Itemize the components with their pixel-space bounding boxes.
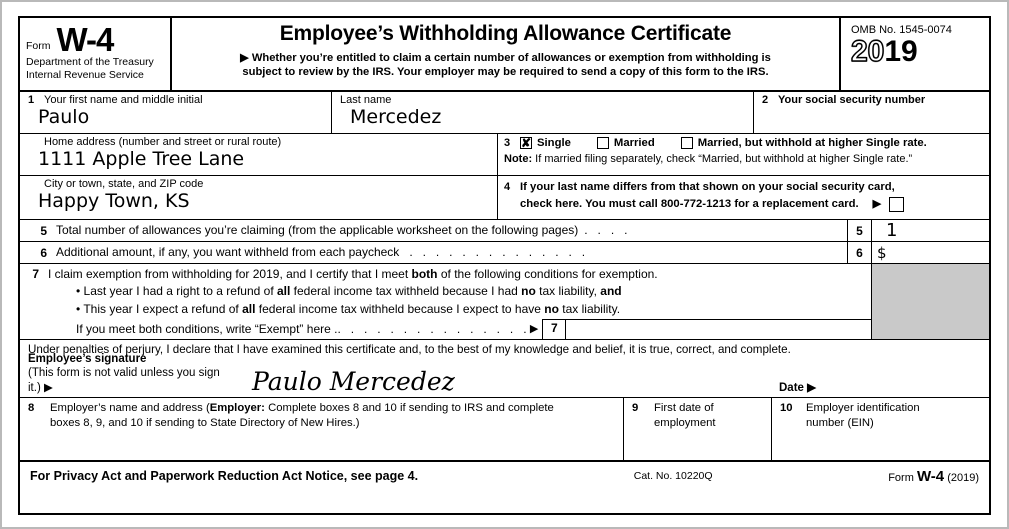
right-arrow-icon-line7: ▶ <box>529 322 539 335</box>
right-arrow-icon: ▶ <box>872 197 882 210</box>
filing-status-married[interactable] <box>597 137 655 149</box>
note-label: Note: <box>504 153 533 165</box>
signature-label-block <box>20 352 234 397</box>
footer-form-id <box>888 468 979 485</box>
home-address-field[interactable] <box>20 134 498 175</box>
form-header <box>20 18 989 92</box>
agency-line-1: Department of the Treasury <box>26 56 154 68</box>
signature-field[interactable] <box>234 369 729 397</box>
checkbox-name-differs-icon[interactable] <box>889 197 904 212</box>
footer-form-number: W-4 <box>916 467 945 485</box>
signature-row <box>20 352 989 398</box>
form-footer <box>20 460 989 490</box>
title-subtitle-line-2: subject to review by the IRS. Your employer may be required to send a copy of this form to the IRS. <box>242 66 769 79</box>
filing-status-note <box>504 153 983 165</box>
name-differs-line-1: 4 If your last name differs from that shown on your social security card, <box>504 181 895 193</box>
first-name-caption: 1 Your first name and middle initial <box>28 94 203 106</box>
checkbox-married-higher-icon[interactable] <box>681 137 693 149</box>
line-6-leader: . . . . . . . . . . . . . . <box>409 245 589 259</box>
catalog-number: Cat. No. 10220Q <box>633 470 713 482</box>
line-7-intro <box>20 267 989 282</box>
note-text: If married filing separately, check “Married, but withhold at higher Single rate.” <box>532 153 913 165</box>
line-5-row <box>20 220 989 242</box>
footer-form-label: Form <box>888 471 914 484</box>
line-7-bullet-1: • Last year I had a right to a refund of all federal income tax withheld because I had no tax liability, and <box>76 284 622 298</box>
line-5-value[interactable]: 1 <box>871 220 989 241</box>
employer-caption-line-2: boxes 8, 9, and 10 if sending to State Directory of New Hires.) <box>50 416 360 429</box>
ssn-field[interactable] <box>754 92 989 133</box>
omb-block <box>841 18 989 90</box>
filing-status-married-higher[interactable] <box>681 137 927 149</box>
first-date-caption-line-1: 9 First date of <box>632 402 714 414</box>
perjury-statement: Under penalties of perjury, I declare that I have examined this certificate and, to the best of my knowledge and belief, it is true, correct, and complete. <box>20 339 989 358</box>
checkbox-married-icon[interactable] <box>597 137 609 149</box>
city-caption: City or town, state, and ZIP code <box>44 178 204 190</box>
filing-status-single-label: Single <box>537 137 571 149</box>
tax-year-suffix: 19 <box>884 35 918 68</box>
w4-form <box>18 16 991 515</box>
title-subtitle-line-1: ▶ Whether you’re entitled to claim a certain number of allowances or exemption from withholding is <box>240 51 771 64</box>
date-field[interactable] <box>729 380 989 397</box>
form-title-block <box>172 18 841 90</box>
filing-status-single[interactable] <box>520 137 571 149</box>
name-differs-text-2: check here. You must call 800-772-1213 for a replacement card. <box>520 197 859 210</box>
city-box4-row <box>20 176 989 220</box>
filing-status-married-label: Married <box>613 137 655 149</box>
address-status-row <box>20 134 989 176</box>
line-7-exempt-text: If you meet both conditions, write “Exempt” here . <box>76 322 338 336</box>
employer-name-address-field[interactable] <box>20 398 624 460</box>
line-6-value[interactable]: $ <box>871 242 989 263</box>
last-name-field[interactable] <box>332 92 754 133</box>
ein-caption-line-1: 10 Employer identification <box>780 402 920 414</box>
name-row <box>20 92 989 134</box>
last-name-caption: Last name <box>340 94 392 106</box>
line-7-block <box>20 264 989 339</box>
line-7-value[interactable] <box>566 319 871 339</box>
page-title: Employee’s Withholding Allowance Certificate <box>279 22 732 45</box>
line-6-row <box>20 242 989 264</box>
city-field[interactable] <box>20 176 498 219</box>
filing-status-options <box>504 137 983 149</box>
first-name-value: Paulo <box>38 105 90 128</box>
line-7-intro-text: I claim exemption from withholding for 2019, and I certify that I meet both of the following conditions for exemption. <box>48 267 658 281</box>
line-6-text: Additional amount, if any, you want withheld from each paycheck <box>56 245 400 259</box>
line-7-leader: . . . . . . . . . . . . . . . <box>337 322 530 336</box>
line-5-box-number: 5 <box>847 220 871 241</box>
line-7-rows <box>20 264 989 339</box>
home-address-value: 1111 Apple Tree Lane <box>38 147 245 170</box>
first-date-caption-line-2: employment <box>654 416 716 429</box>
footer-form-year: (2019) <box>947 471 979 484</box>
form-label: Form <box>26 39 51 52</box>
line-5-description <box>20 223 847 238</box>
tax-year-century: 20 <box>851 35 885 68</box>
tax-year <box>851 37 989 67</box>
ein-caption-line-2: number (EIN) <box>806 416 874 429</box>
checkbox-single-icon[interactable] <box>520 137 532 149</box>
name-differs-group <box>498 176 989 219</box>
line-7-box-number: 7 <box>542 319 566 339</box>
ein-field[interactable] <box>772 398 989 460</box>
line-6-box-number: 6 <box>847 242 871 263</box>
line-7-exempt-row <box>20 319 989 339</box>
filing-status-group <box>498 134 989 175</box>
ssn-caption: 2 Your social security number <box>762 94 926 106</box>
line-5-leader: . . . . <box>584 223 631 237</box>
line-5-text: Total number of allowances you’re claiming (from the applicable worksheet on the following pages) <box>56 223 579 237</box>
line-6-number: 6 <box>40 245 47 260</box>
first-date-employment-field[interactable] <box>624 398 772 460</box>
filing-status-married-higher-label: Married, but withhold at higher Single rate. <box>697 137 927 149</box>
employer-row <box>20 398 989 460</box>
line-6-description <box>20 245 847 260</box>
line-7-bullet-2: • This year I expect a refund of all federal income tax withheld because I expect to have no tax liability. <box>76 302 621 316</box>
signature-value: Paulo Mercedez <box>252 367 455 396</box>
first-name-field[interactable] <box>20 92 332 133</box>
line-7-number: 7 <box>32 267 39 281</box>
privacy-act-notice: For Privacy Act and Paperwork Reduction Act Notice, see page 4. <box>30 469 419 483</box>
signature-label: Employee’s signature <box>28 352 147 365</box>
line-5-number: 5 <box>40 223 47 238</box>
shaded-area <box>871 264 989 340</box>
omb-number: OMB No. 1545-0074 <box>851 24 952 36</box>
name-differs-line-2 <box>504 196 983 212</box>
home-address-caption: Home address (number and street or rural route) <box>44 136 282 148</box>
employer-caption-line-1: 8 Employer’s name and address (Employer: Complete boxes 8 and 10 if sending to IRS and complete <box>28 402 554 414</box>
signature-sublabel: (This form is not valid unless you sign it.) ▶ <box>28 367 220 394</box>
form-number-heading: W-4 <box>56 20 114 58</box>
date-label: Date ▶ <box>779 382 816 394</box>
city-value: Happy Town, KS <box>38 189 190 212</box>
form-identity-block <box>20 18 172 90</box>
filing-status-number: 3 <box>504 137 511 149</box>
last-name-value: Mercedez <box>350 105 442 128</box>
agency-line-2: Internal Revenue Service <box>26 69 144 82</box>
